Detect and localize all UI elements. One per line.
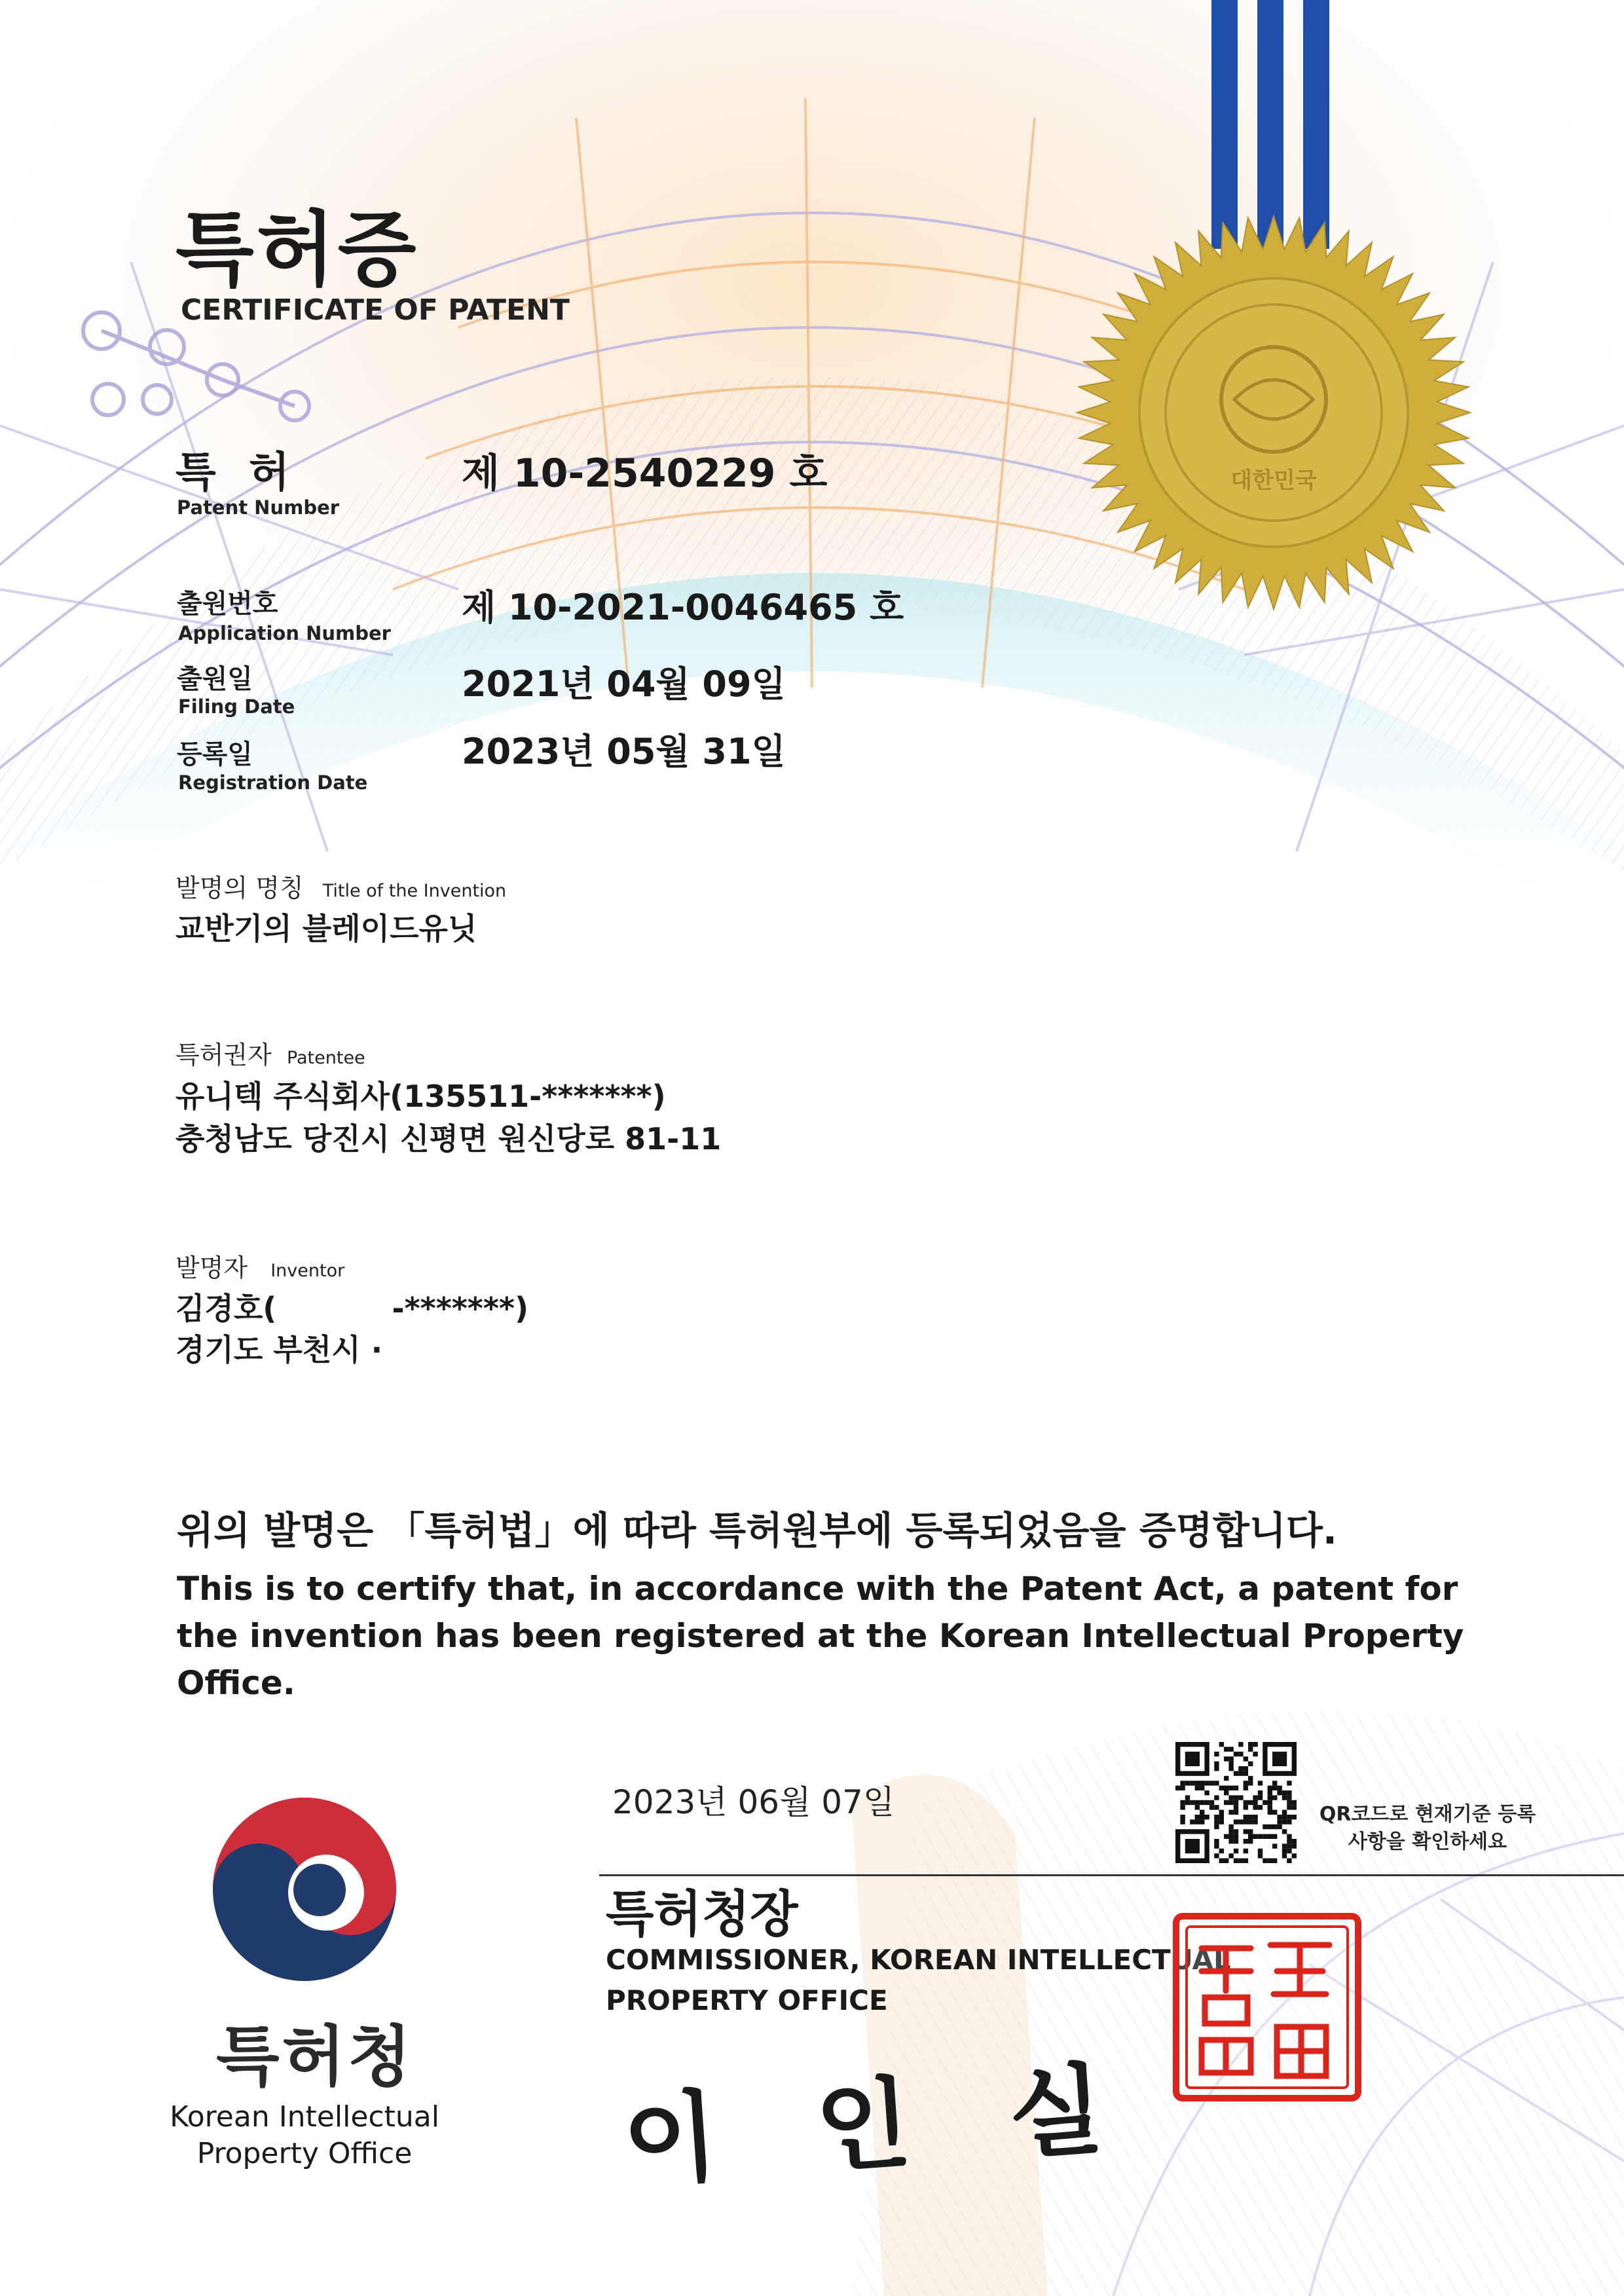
commissioner-title-en: COMMISSIONER, KOREAN INTELLECTUAL PROPERTY OFFICE xyxy=(606,1944,1231,2016)
office-name-en: Korean Intellectual Property Office xyxy=(170,2100,439,2170)
qr-code-icon xyxy=(1175,1742,1297,1863)
invention-label-en: Title of the Invention xyxy=(322,881,507,901)
application-number-label-en: Application Number xyxy=(178,622,391,644)
invention-title: 교반기의 블레이드유닛 xyxy=(175,911,477,946)
inventor-address: 경기도 부천시 · xyxy=(175,1332,383,1367)
qr-caption: QR코드로 현재기준 등록사항을 확인하세요 xyxy=(1319,1803,1536,1853)
filing-date-label-ko: 출원일 xyxy=(177,664,253,694)
registration-date-label-ko: 등록일 xyxy=(177,739,253,769)
patentee-label-en: Patentee xyxy=(286,1048,365,1068)
patent-number-label-en: Patent Number xyxy=(177,496,340,519)
application-number-label-ko: 출원번호 xyxy=(177,589,278,619)
certificate-title-ko: 특허증 xyxy=(175,203,419,297)
certificate-title-en: CERTIFICATE OF PATENT xyxy=(181,293,570,327)
registration-date-label-en: Registration Date xyxy=(178,771,368,794)
registration-date-value: 2023년 05월 31일 xyxy=(462,731,786,772)
commissioner-signature: 이인실 xyxy=(619,2045,1206,2200)
filing-date-value: 2021년 04월 09일 xyxy=(462,663,786,705)
invention-label xyxy=(175,868,506,904)
inventor-label-en: Inventor xyxy=(270,1261,345,1281)
issue-date: 2023년 06월 07일 xyxy=(612,1783,895,1821)
patentee-address: 충청남도 당진시 신평면 원신당로 81-11 xyxy=(175,1121,722,1157)
filing-date-label-en: Filing Date xyxy=(178,695,295,718)
patentee-name: 유니텍 주식회사(135511-*******) xyxy=(175,1079,666,1114)
patentee-label xyxy=(175,1035,365,1071)
commissioner-title-ko: 특허청장 xyxy=(606,1885,798,1943)
patentee-label-ko: 특허권자 xyxy=(175,1041,272,1069)
certification-statement-en: This is to certify that, in accordance with the Patent Act, a patent for the invention has been registered at the Korean Intellectual Property Office. xyxy=(177,1570,1464,1702)
inventor-label xyxy=(175,1248,344,1284)
inventor-label-ko: 발명자 xyxy=(175,1253,248,1282)
application-number-value: 제 10-2021-0046465 호 xyxy=(462,587,904,628)
taegeuk-logo-icon xyxy=(210,1794,399,1984)
invention-label-ko: 발명의 명칭 xyxy=(175,874,304,902)
certification-statement-ko: 위의 발명은 「특허법」에 따라 특허원부에 등록되었음을 증명합니다. xyxy=(177,1508,1337,1553)
official-red-stamp-icon xyxy=(1172,1912,1362,2102)
patent-number-label-ko: 특 허 xyxy=(175,449,299,497)
medal-seal-text: 대한민국 xyxy=(1230,468,1317,494)
office-name-ko: 특허청 xyxy=(216,2018,414,2095)
patent-number-value: 제 10-2540229 호 xyxy=(462,451,828,496)
gold-medal-seal-icon xyxy=(1071,210,1477,616)
inventor-name: 김경호( -*******) xyxy=(175,1291,528,1326)
